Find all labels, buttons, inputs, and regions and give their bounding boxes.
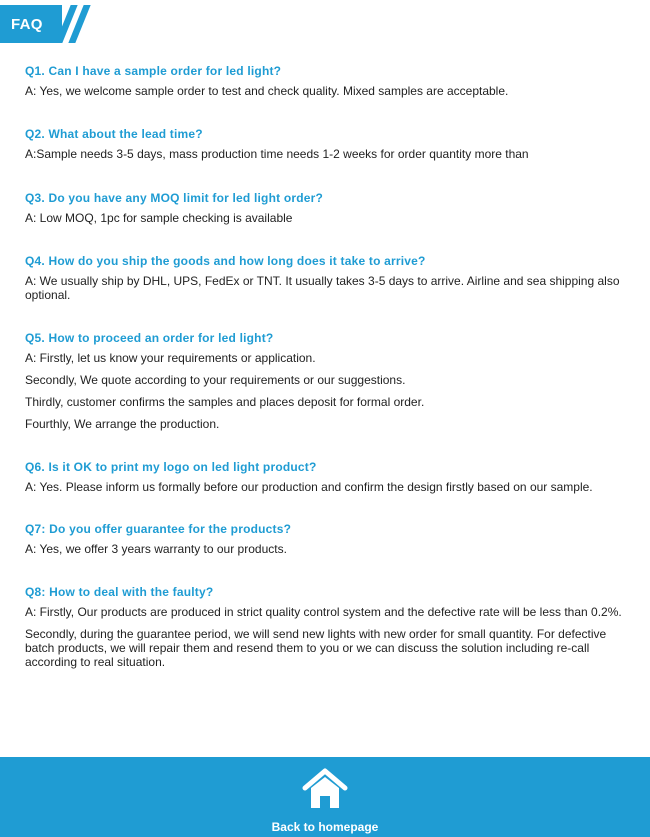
faq-question: Q8: How to deal with the faulty? [25, 585, 214, 599]
faq-item [25, 191, 625, 225]
faq-answer: A: Yes, we welcome sample order to test and check quality. Mixed samples are acceptable. [25, 84, 509, 98]
faq-answer: A: Firstly, Our products are produced in strict quality control system and the defective rate will be less than 0.2%. [25, 605, 622, 619]
faq-item [25, 254, 625, 302]
faq-answer: Secondly, during the guarantee period, we will send new lights with new order for small quantity. For defective batch products, we will repair them and resend them to you or we can discuss the solution including re-call according to real situation. [25, 627, 607, 669]
faq-answer: A: Yes. Please inform us formally before our production and confirm the design firstly based on our sample. [25, 480, 593, 494]
faq-item [25, 585, 625, 669]
faq-question: Q4. How do you ship the goods and how long does it take to arrive? [25, 254, 426, 268]
faq-answer: A: Yes, we offer 3 years warranty to our products. [25, 542, 287, 556]
back-to-homepage-button[interactable] [264, 763, 386, 833]
faq-item [25, 460, 625, 494]
faq-list [25, 64, 625, 669]
faq-answer: A: Low MOQ, 1pc for sample checking is available [25, 211, 293, 225]
faq-answer: A:Sample needs 3-5 days, mass production time needs 1-2 weeks for order quantity more than [25, 147, 529, 161]
faq-header [0, 5, 100, 43]
faq-question: Q3. Do you have any MOQ limit for led light order? [25, 191, 324, 205]
faq-item [25, 127, 625, 161]
faq-answer: Fourthly, We arrange the production. [25, 417, 220, 431]
faq-question: Q7: Do you offer guarantee for the products? [25, 522, 292, 536]
back-to-homepage-label: Back to homepage [271, 820, 379, 834]
faq-item [25, 331, 625, 431]
faq-answer: A: We usually ship by DHL, UPS, FedEx or TNT. It usually takes 3-5 days to arrive. Airline and sea shipping also optional. [25, 274, 620, 302]
faq-answer: Thirdly, customer confirms the samples and places deposit for formal order. [25, 395, 425, 409]
faq-question: Q5. How to proceed an order for led light? [25, 331, 274, 345]
faq-question: Q1. Can I have a sample order for led light? [25, 64, 282, 78]
home-icon [302, 767, 348, 811]
faq-question: Q2. What about the lead time? [25, 127, 203, 141]
page-title: FAQ [11, 16, 43, 33]
faq-answer: A: Firstly, let us know your requirements or application. [25, 351, 316, 365]
faq-answer: Secondly, We quote according to your requirements or our suggestions. [25, 373, 406, 387]
faq-question: Q6. Is it OK to print my logo on led light product? [25, 460, 317, 474]
faq-item [25, 522, 625, 556]
faq-item [25, 64, 625, 98]
footer [0, 757, 650, 837]
